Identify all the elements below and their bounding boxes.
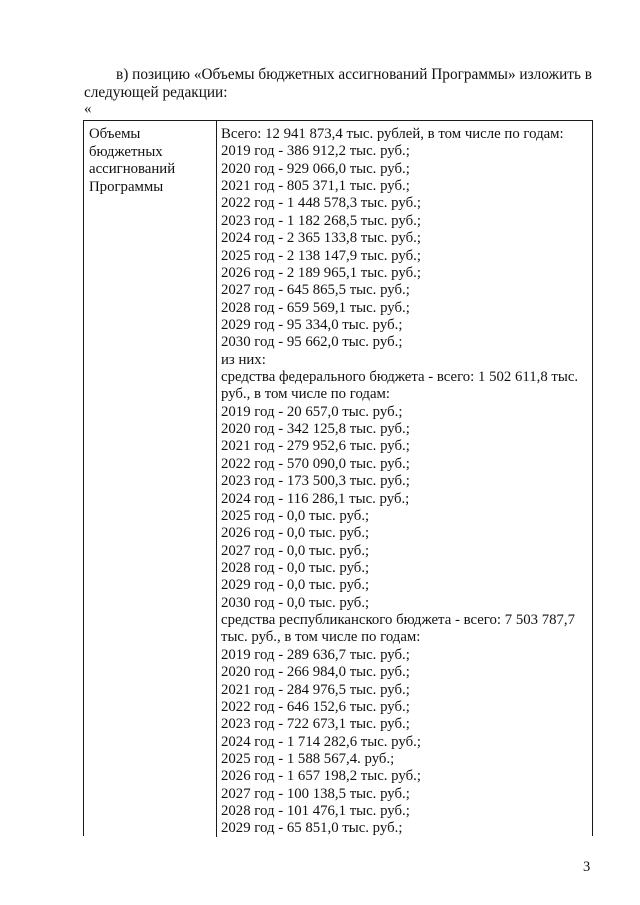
budget-line: 2022 год - 1 448 578,3 тыс. руб.; bbox=[221, 195, 421, 212]
budget-line: 2028 год - 101 476,1 тыс. руб.; bbox=[221, 803, 410, 820]
budget-line: 2026 год - 1 657 198,2 тыс. руб.; bbox=[221, 768, 421, 785]
budget-line: 2029 год - 65 851,0 тыс. руб.; bbox=[221, 820, 403, 837]
budget-line: 2030 год - 95 662,0 тыс. руб.; bbox=[221, 334, 403, 351]
budget-line: 2027 год - 100 138,5 тыс. руб.; bbox=[221, 785, 410, 802]
budget-line: Всего: 12 941 873,4 тыс. рублей, в том числе по годам: bbox=[221, 126, 564, 142]
budget-line: средства федерального бюджета - всего: 1 502 611,8 тыс. bbox=[221, 369, 579, 386]
label-line: Программы bbox=[89, 178, 164, 195]
budget-line: 2027 год - 645 865,5 тыс. руб.; bbox=[221, 282, 410, 299]
budget-line: 2026 год - 2 189 965,1 тыс. руб.; bbox=[221, 264, 421, 281]
budget-line: 2025 год - 2 138 147,9 тыс. руб.; bbox=[221, 247, 421, 264]
budget-line: тыс. руб., в том числе по годам: bbox=[221, 629, 421, 646]
budget-line: 2021 год - 284 976,5 тыс. руб.; bbox=[221, 681, 410, 698]
budget-line: 2022 год - 646 152,6 тыс. руб.; bbox=[221, 698, 410, 715]
budget-line: 2027 год - 0,0 тыс. руб.; bbox=[221, 542, 370, 559]
budget-line: 2024 год - 116 286,1 тыс. руб.; bbox=[221, 490, 410, 507]
budget-line: 2024 год - 2 365 133,8 тыс. руб.; bbox=[221, 230, 421, 247]
intro-line-1: в) позицию «Объемы бюджетных ассигнований Программы» изложить в bbox=[116, 66, 593, 83]
budget-line: 2020 год - 929 066,0 тыс. руб.; bbox=[221, 160, 410, 177]
budget-line: 2021 год - 805 371,1 тыс. руб.; bbox=[221, 178, 410, 195]
budget-line: 2021 год - 279 952,6 тыс. руб.; bbox=[221, 438, 410, 455]
table-column-divider bbox=[216, 121, 217, 837]
budget-line: 2028 год - 0,0 тыс. руб.; bbox=[221, 559, 370, 576]
budget-line: 2019 год - 20 657,0 тыс. руб.; bbox=[221, 403, 403, 420]
intro-line-2: следующей редакции: bbox=[84, 83, 228, 101]
budget-line: 2020 год - 266 984,0 тыс. руб.; bbox=[221, 664, 410, 681]
budget-line: 2023 год - 722 673,1 тыс. руб.; bbox=[221, 716, 410, 733]
budget-line: 2019 год - 386 912,2 тыс. руб.; bbox=[221, 143, 410, 160]
budget-table bbox=[83, 120, 593, 836]
budget-line: 2023 год - 1 182 268,5 тыс. руб.; bbox=[221, 212, 421, 229]
label-line: ассигнований bbox=[89, 161, 176, 177]
budget-line: 2025 год - 1 588 567,4. руб.; bbox=[221, 750, 395, 767]
budget-line: руб., в том числе по годам: bbox=[221, 386, 391, 403]
budget-line: 2019 год - 289 636,7 тыс. руб.; bbox=[221, 646, 410, 663]
budget-line: из них: bbox=[221, 351, 266, 368]
table-value-cell bbox=[221, 126, 593, 838]
budget-line: 2030 год - 0,0 тыс. руб.; bbox=[221, 594, 370, 611]
label-line: Объемы bbox=[89, 126, 141, 142]
budget-line: 2024 год - 1 714 282,6 тыс. руб.; bbox=[221, 733, 421, 750]
budget-line: 2026 год - 0,0 тыс. руб.; bbox=[221, 525, 370, 542]
label-line: бюджетных bbox=[89, 143, 163, 160]
budget-line: 2023 год - 173 500,3 тыс. руб.; bbox=[221, 473, 410, 490]
table-label-cell bbox=[89, 126, 214, 196]
budget-line: 2020 год - 342 125,8 тыс. руб.; bbox=[221, 421, 410, 438]
budget-line: средства республиканского бюджета - всего: 7 503 787,7 bbox=[221, 612, 576, 629]
budget-line: 2025 год - 0,0 тыс. руб.; bbox=[221, 507, 370, 524]
opening-quote-mark: « bbox=[84, 101, 92, 117]
budget-line: 2028 год - 659 569,1 тыс. руб.; bbox=[221, 299, 410, 316]
page-number: 3 bbox=[583, 859, 591, 875]
budget-line: 2029 год - 95 334,0 тыс. руб.; bbox=[221, 316, 403, 333]
intro-paragraph bbox=[84, 66, 596, 101]
budget-line: 2022 год - 570 090,0 тыс. руб.; bbox=[221, 455, 410, 472]
budget-line: 2029 год - 0,0 тыс. руб.; bbox=[221, 577, 370, 594]
